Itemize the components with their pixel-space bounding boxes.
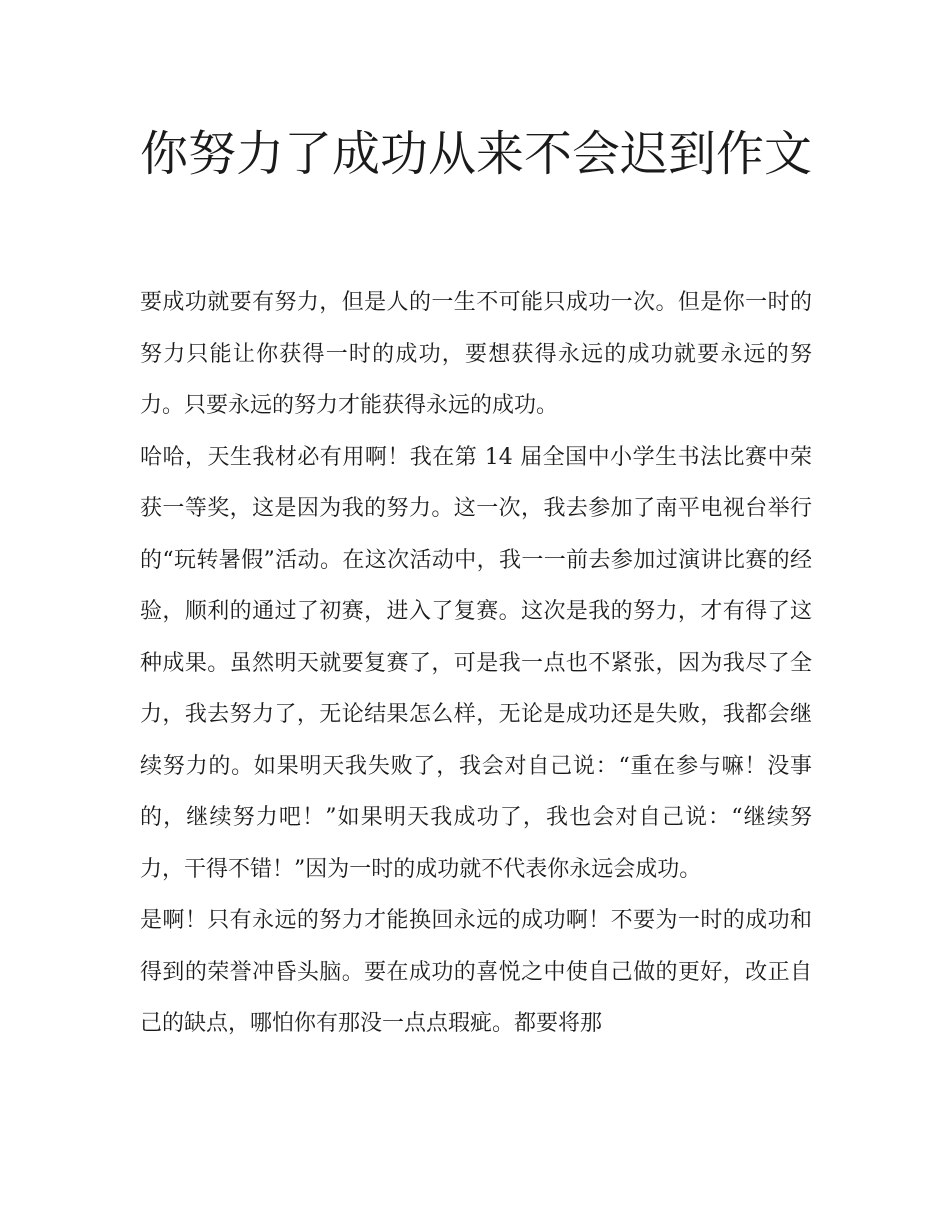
paragraph-1: 要成功就要有努力，但是人的一生不可能只成功一次。但是你一时的努力只能让你获得一时的成功，要想获得永远的成功就要永远的努力。只要永远的努力才能获得永远的成功。 xyxy=(140,290,812,418)
paragraph-3: 是啊！只有永远的努力才能换回永远的成功啊！不要为一时的成功和得到的荣誉冲昏头脑。要在成功的喜悦之中使自己做的更好，改正自己的缺点，哪怕你有那没一点点瑕疵。都要将那 xyxy=(140,908,812,1036)
paragraph-2: 哈哈，天生我材必有用啊！我在第 14 届全国中小学生书法比赛中荣获一等奖，这是因为我的努力。这一次，我去参加了南平电视台举行的“玩转暑假”活动。在这次活动中，我一一前去参加过演讲比赛的经验，顺利的通过了初赛，进入了复赛。这次是我的努力，才有得了这种成果。虽然明天就要复赛了，可是我一点也不紧张，因为我尽了全力，我去努力了，无论结果怎么样，无论是成功还是失败，我都会继续努力的。如果明天我失败了，我会对自己说：“重在参与嘛！没事的，继续努力吧！”如果明天我成功了，我也会对自己说：“继续努力，干得不错！”因为一时的成功就不代表你永远会成功。 xyxy=(140,444,812,882)
document-body xyxy=(140,277,812,1050)
document-title: 你努力了成功从来不会迟到作文 xyxy=(140,126,813,182)
